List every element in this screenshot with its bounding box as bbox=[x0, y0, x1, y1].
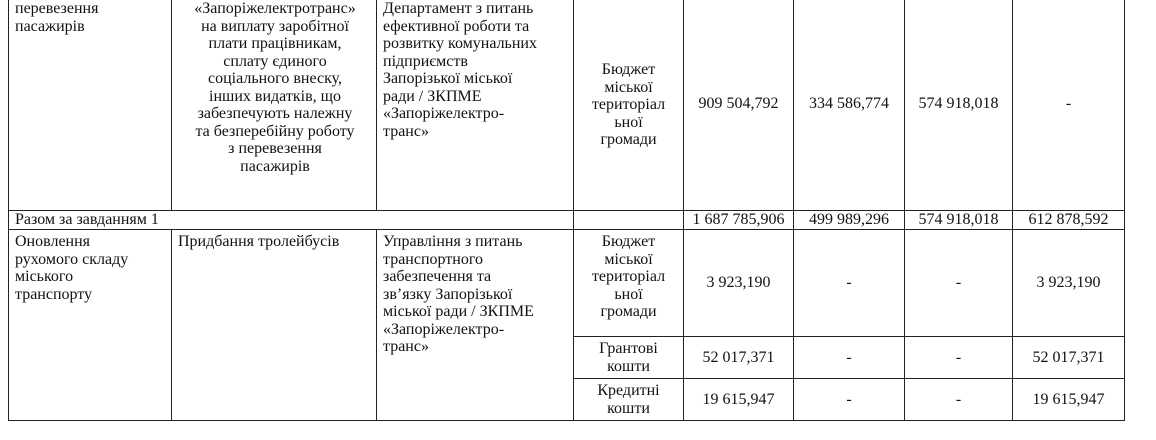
subtotal-source-cell bbox=[574, 211, 684, 230]
year1-cell: - bbox=[794, 230, 905, 337]
year3-cell: - bbox=[1013, 0, 1125, 211]
year3-cell: 52 017,371 bbox=[1013, 337, 1125, 379]
year2-cell: - bbox=[905, 337, 1013, 379]
budget-table bbox=[8, 0, 1125, 421]
year1-cell: - bbox=[794, 337, 905, 379]
measure-cell: Придбання тролейбусів bbox=[172, 230, 377, 421]
source-cell: Бюджет міської територіал ьної громади bbox=[574, 230, 684, 337]
subtotal-total: 1 687 785,906 bbox=[684, 211, 794, 230]
subtotal-year3: 612 878,592 bbox=[1013, 211, 1125, 230]
year2-cell: 574 918,018 bbox=[905, 0, 1013, 211]
total-cell: 3 923,190 bbox=[684, 230, 794, 337]
table-row bbox=[9, 230, 1125, 337]
subtotal-year2: 574 918,018 bbox=[905, 211, 1013, 230]
subtotal-label: Разом за завданням 1 bbox=[9, 211, 574, 230]
year1-cell: 334 586,774 bbox=[794, 0, 905, 211]
subtotal-year1: 499 989,296 bbox=[794, 211, 905, 230]
total-cell: 19 615,947 bbox=[684, 379, 794, 421]
year1-cell: - bbox=[794, 379, 905, 421]
total-cell: 52 017,371 bbox=[684, 337, 794, 379]
total-cell: 909 504,792 bbox=[684, 0, 794, 211]
executor-cell: Департамент з питань ефективної роботи та розвитку комунальних підприємств Запорізької міської ради / ЗКПМЕ «Запоріжелектро- транс» bbox=[377, 0, 574, 211]
year2-cell: - bbox=[905, 230, 1013, 337]
source-cell: Бюджет міської територіал ьної громади bbox=[574, 0, 684, 211]
task-cell: перевезення пасажирів bbox=[9, 0, 172, 211]
table-row bbox=[9, 0, 1125, 211]
subtotal-row bbox=[9, 211, 1125, 230]
year2-cell: - bbox=[905, 379, 1013, 421]
executor-cell: Управління з питань транспортного забезпечення та зв’язку Запорізької міської ради / ЗКПМЕ «Запоріжелектро- транс» bbox=[377, 230, 574, 421]
source-cell: Кредитні кошти bbox=[574, 379, 684, 421]
source-cell: Грантові кошти bbox=[574, 337, 684, 379]
measure-cell: «Запоріжелектротранс» на виплату заробітної плати працівникам, сплату єдиного соціального внеску, інших видатків, що забезпечують належну та безперебійну роботу з перевезення пасажирів bbox=[172, 0, 377, 211]
year3-cell: 3 923,190 bbox=[1013, 230, 1125, 337]
year3-cell: 19 615,947 bbox=[1013, 379, 1125, 421]
task-cell: Оновлення рухомого складу міського транспорту bbox=[9, 230, 172, 421]
